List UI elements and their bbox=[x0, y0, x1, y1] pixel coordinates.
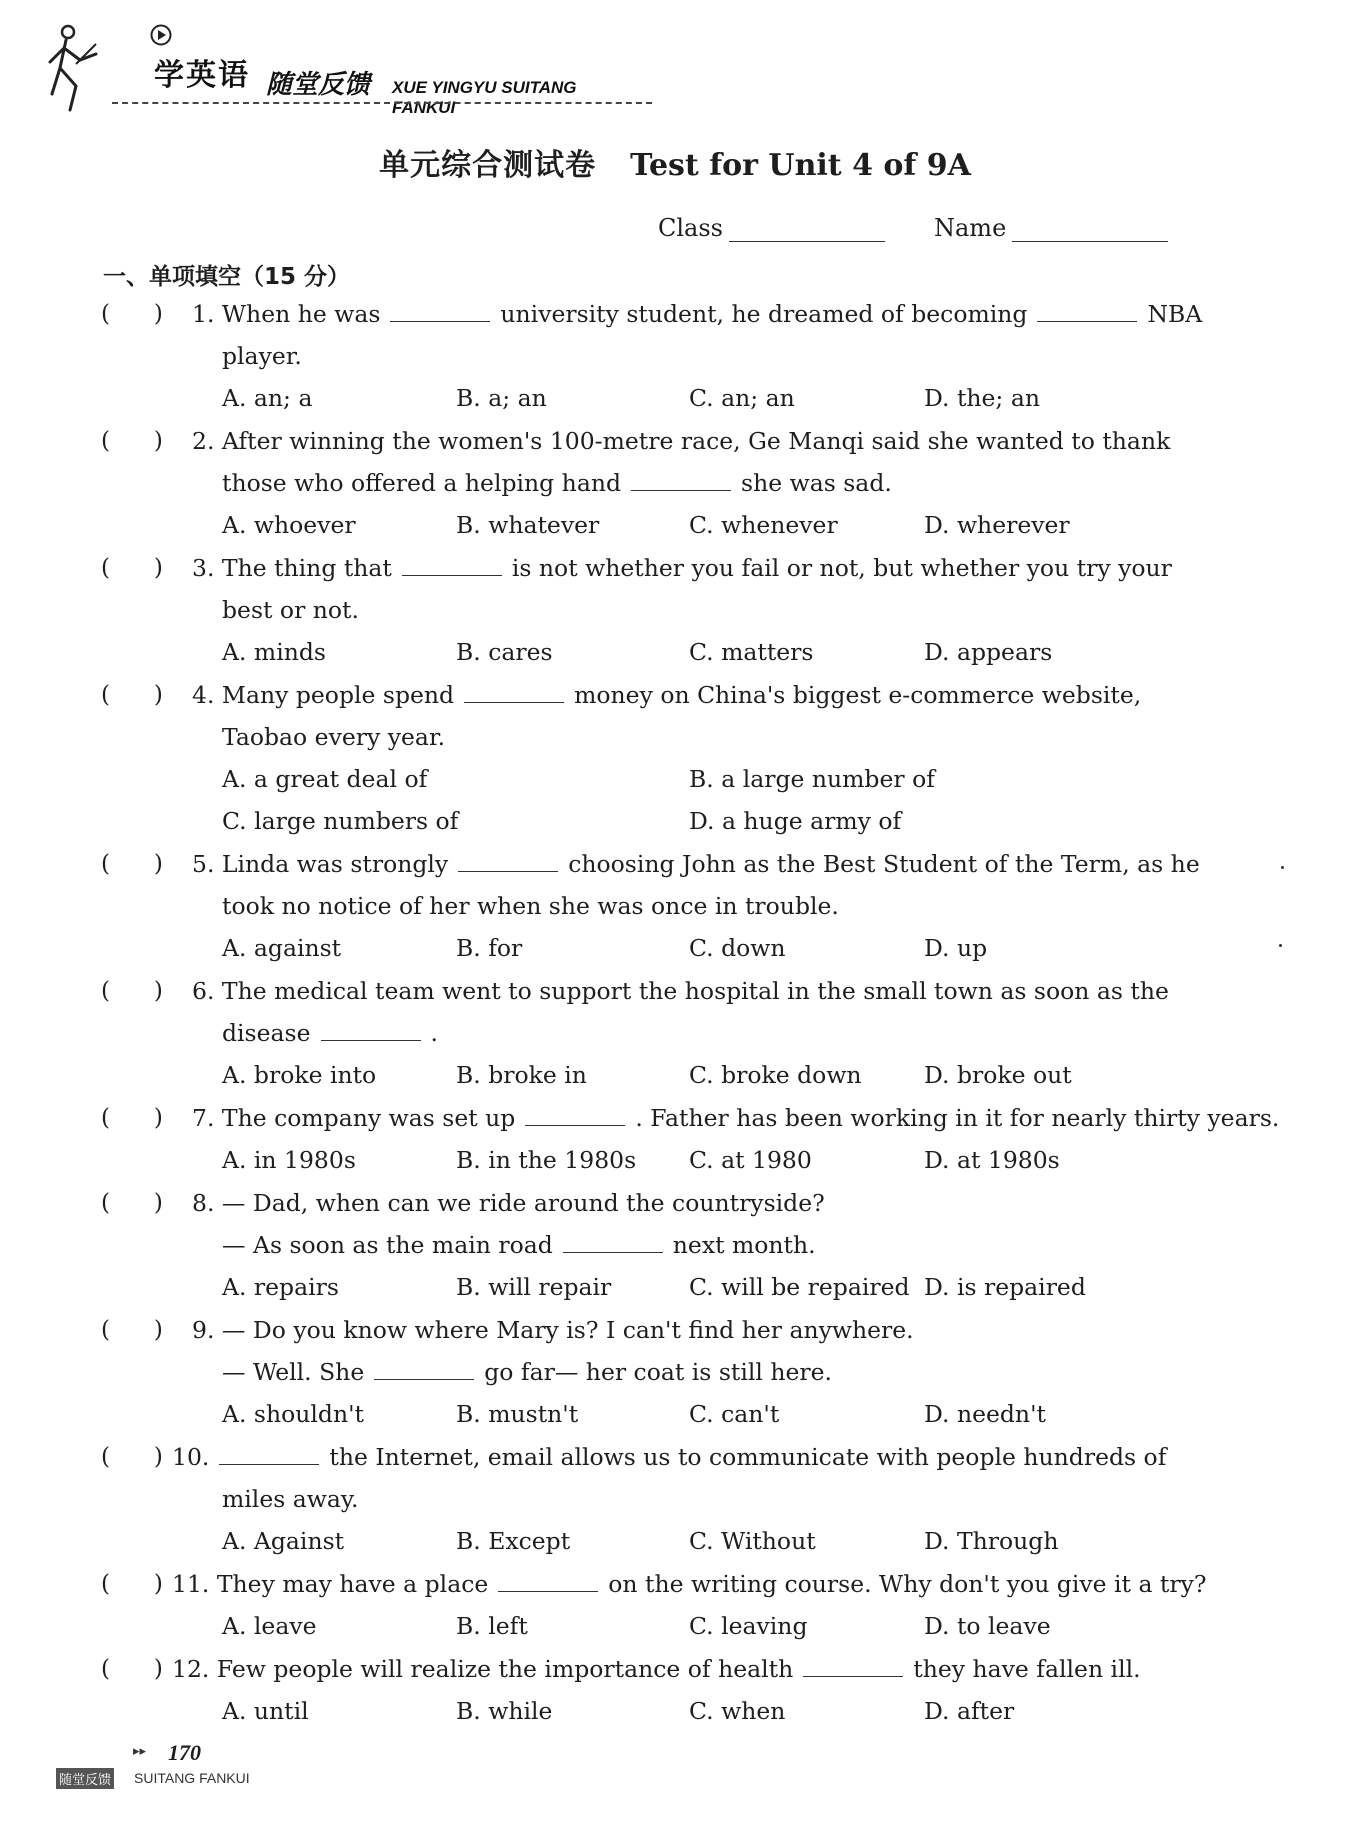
option: C. whenever bbox=[689, 511, 838, 539]
answer-blank[interactable] bbox=[321, 1020, 421, 1041]
answer-blank[interactable] bbox=[498, 1571, 598, 1592]
logo-pinyin: XUE YINGYU SUITANG FANKUI bbox=[392, 78, 577, 117]
page-number: 170 bbox=[168, 1740, 201, 1765]
runner-figure-icon bbox=[46, 24, 116, 114]
option: C. matters bbox=[689, 638, 814, 666]
question-12: 12. Few people will realize the importance of health they have fallen ill. bbox=[172, 1655, 1141, 1683]
question-1: 1. When he was university student, he dreamed of becoming NBA bbox=[192, 300, 1203, 328]
question-9: 9. — Do you know where Mary is? I can't find her anywhere. bbox=[192, 1316, 914, 1344]
name-label: Name bbox=[934, 214, 1007, 242]
option: D. Through bbox=[924, 1527, 1059, 1555]
question-number: 11. bbox=[172, 1570, 210, 1598]
answer-blank[interactable] bbox=[219, 1444, 319, 1465]
answer-blank[interactable] bbox=[803, 1656, 903, 1677]
answer-paren[interactable]: ( ) bbox=[101, 978, 163, 1004]
option: D. after bbox=[924, 1697, 1015, 1725]
question-text-line: disease . bbox=[222, 1019, 438, 1047]
question-text-line: Taobao every year. bbox=[222, 723, 446, 751]
question-5: 5. Linda was strongly choosing John as the Best Student of the Term, as he bbox=[192, 850, 1200, 878]
answer-blank[interactable] bbox=[525, 1105, 625, 1126]
name-blank[interactable] bbox=[1012, 219, 1168, 242]
option: B. while bbox=[456, 1697, 553, 1725]
option: B. left bbox=[456, 1612, 528, 1640]
answer-paren[interactable]: ( ) bbox=[101, 1444, 163, 1470]
question-text-line: miles away. bbox=[222, 1485, 359, 1513]
option: D. is repaired bbox=[924, 1273, 1086, 1301]
name-field[interactable] bbox=[934, 214, 1168, 242]
option: D. the; an bbox=[924, 384, 1040, 412]
answer-paren[interactable]: ( ) bbox=[101, 1317, 163, 1343]
question-8: 8. — Dad, when can we ride around the countryside? bbox=[192, 1189, 825, 1217]
option: B. broke in bbox=[456, 1061, 587, 1089]
option: B. Except bbox=[456, 1527, 571, 1555]
option: D. wherever bbox=[924, 511, 1070, 539]
question-4: 4. Many people spend money on China's biggest e-commerce website, bbox=[192, 681, 1142, 709]
answer-paren[interactable]: ( ) bbox=[101, 1571, 163, 1597]
page-header bbox=[46, 20, 616, 115]
question-7: 7. The company was set up . Father has been working in it for nearly thirty years. bbox=[192, 1104, 1280, 1132]
answer-blank[interactable] bbox=[1037, 301, 1137, 322]
footer-arrows-icon: ▸▸ bbox=[133, 1744, 147, 1759]
question-text-line: player. bbox=[222, 342, 302, 370]
option: A. minds bbox=[222, 638, 326, 666]
option: A. in 1980s bbox=[222, 1146, 356, 1174]
page-title bbox=[0, 140, 1350, 184]
logo-title: 学英语 bbox=[154, 58, 250, 93]
option: B. a; an bbox=[456, 384, 547, 412]
footer-tag-en: SUITANG FANKUI bbox=[134, 1770, 250, 1786]
question-10: 10. the Internet, email allows us to communicate with people hundreds of bbox=[172, 1443, 1167, 1471]
option: A. whoever bbox=[222, 511, 356, 539]
option: C. leaving bbox=[689, 1612, 808, 1640]
question-6: 6. The medical team went to support the hospital in the small town as soon as the bbox=[192, 977, 1169, 1005]
class-blank[interactable] bbox=[729, 219, 885, 242]
option: A. against bbox=[222, 934, 342, 962]
option: D. up bbox=[924, 934, 988, 962]
answer-blank[interactable] bbox=[402, 555, 502, 576]
margin-dot bbox=[1279, 944, 1282, 947]
answer-paren[interactable]: ( ) bbox=[101, 301, 163, 327]
option: B. in the 1980s bbox=[456, 1146, 637, 1174]
answer-blank[interactable] bbox=[458, 851, 558, 872]
option: D. a huge army of bbox=[689, 807, 902, 835]
question-2: 2. After winning the women's 100-metre race, Ge Manqi said she wanted to thank bbox=[192, 427, 1171, 455]
question-11: 11. They may have a place on the writing course. Why don't you give it a try? bbox=[172, 1570, 1207, 1598]
option: B. for bbox=[456, 934, 523, 962]
option: D. to leave bbox=[924, 1612, 1051, 1640]
class-label: Class bbox=[658, 214, 723, 242]
answer-paren[interactable]: ( ) bbox=[101, 428, 163, 454]
option: B. will repair bbox=[456, 1273, 612, 1301]
option: A. leave bbox=[222, 1612, 317, 1640]
answer-blank[interactable] bbox=[563, 1232, 663, 1253]
option: B. whatever bbox=[456, 511, 600, 539]
option: C. Without bbox=[689, 1527, 816, 1555]
option: D. broke out bbox=[924, 1061, 1072, 1089]
option: D. at 1980s bbox=[924, 1146, 1060, 1174]
option: A. repairs bbox=[222, 1273, 339, 1301]
title-en: Test for Unit 4 of 9A bbox=[630, 148, 971, 183]
question-number: 6. bbox=[192, 977, 215, 1005]
option: C. large numbers of bbox=[222, 807, 459, 835]
question-number: 3. bbox=[192, 554, 215, 582]
question-text-line: best or not. bbox=[222, 596, 359, 624]
option: A. an; a bbox=[222, 384, 313, 412]
header-divider bbox=[112, 102, 652, 104]
question-number: 1. bbox=[192, 300, 215, 328]
question-number: 12. bbox=[172, 1655, 210, 1683]
question-text-line: — As soon as the main road next month. bbox=[222, 1231, 816, 1259]
question-3: 3. The thing that is not whether you fail or not, but whether you try your bbox=[192, 554, 1172, 582]
option: C. will be repaired bbox=[689, 1273, 910, 1301]
option: B. mustn't bbox=[456, 1400, 579, 1428]
option: C. when bbox=[689, 1697, 786, 1725]
question-text-line: those who offered a helping hand she was sad. bbox=[222, 469, 892, 497]
option: B. cares bbox=[456, 638, 553, 666]
option: B. a large number of bbox=[689, 765, 935, 793]
option: C. at 1980 bbox=[689, 1146, 812, 1174]
answer-paren[interactable]: ( ) bbox=[101, 555, 163, 581]
question-number: 10. bbox=[172, 1443, 210, 1471]
answer-paren[interactable]: ( ) bbox=[101, 1190, 163, 1216]
answer-blank[interactable] bbox=[464, 682, 564, 703]
option: C. down bbox=[689, 934, 786, 962]
answer-paren[interactable]: ( ) bbox=[101, 682, 163, 708]
question-number: 7. bbox=[192, 1104, 215, 1132]
answer-blank[interactable] bbox=[390, 301, 490, 322]
option: C. can't bbox=[689, 1400, 780, 1428]
option: D. appears bbox=[924, 638, 1053, 666]
play-icon bbox=[150, 24, 172, 46]
question-number: 2. bbox=[192, 427, 215, 455]
title-zh: 单元综合测试卷 bbox=[379, 148, 597, 183]
footer-tag: 随堂反馈 bbox=[56, 1768, 114, 1789]
option: A. broke into bbox=[222, 1061, 377, 1089]
logo-subtitle: 随堂反馈 bbox=[266, 70, 371, 100]
option: A. a great deal of bbox=[222, 765, 428, 793]
answer-paren[interactable]: ( ) bbox=[101, 1656, 163, 1682]
answer-blank[interactable] bbox=[374, 1359, 474, 1380]
question-text-line: — Well. She go far— her coat is still here. bbox=[222, 1358, 833, 1386]
option: A. Against bbox=[222, 1527, 345, 1555]
option: C. broke down bbox=[689, 1061, 862, 1089]
class-field[interactable] bbox=[658, 214, 885, 242]
margin-dot bbox=[1281, 866, 1284, 869]
question-number: 4. bbox=[192, 681, 215, 709]
question-number: 9. bbox=[192, 1316, 215, 1344]
option: A. until bbox=[222, 1697, 309, 1725]
option: A. shouldn't bbox=[222, 1400, 364, 1428]
question-number: 5. bbox=[192, 850, 215, 878]
answer-paren[interactable]: ( ) bbox=[101, 851, 163, 877]
option: C. an; an bbox=[689, 384, 795, 412]
section-heading: 一、单项填空（15 分） bbox=[103, 264, 351, 290]
answer-paren[interactable]: ( ) bbox=[101, 1105, 163, 1131]
question-number: 8. bbox=[192, 1189, 215, 1217]
option: D. needn't bbox=[924, 1400, 1046, 1428]
question-text-line: took no notice of her when she was once in trouble. bbox=[222, 892, 839, 920]
answer-blank[interactable] bbox=[631, 470, 731, 491]
